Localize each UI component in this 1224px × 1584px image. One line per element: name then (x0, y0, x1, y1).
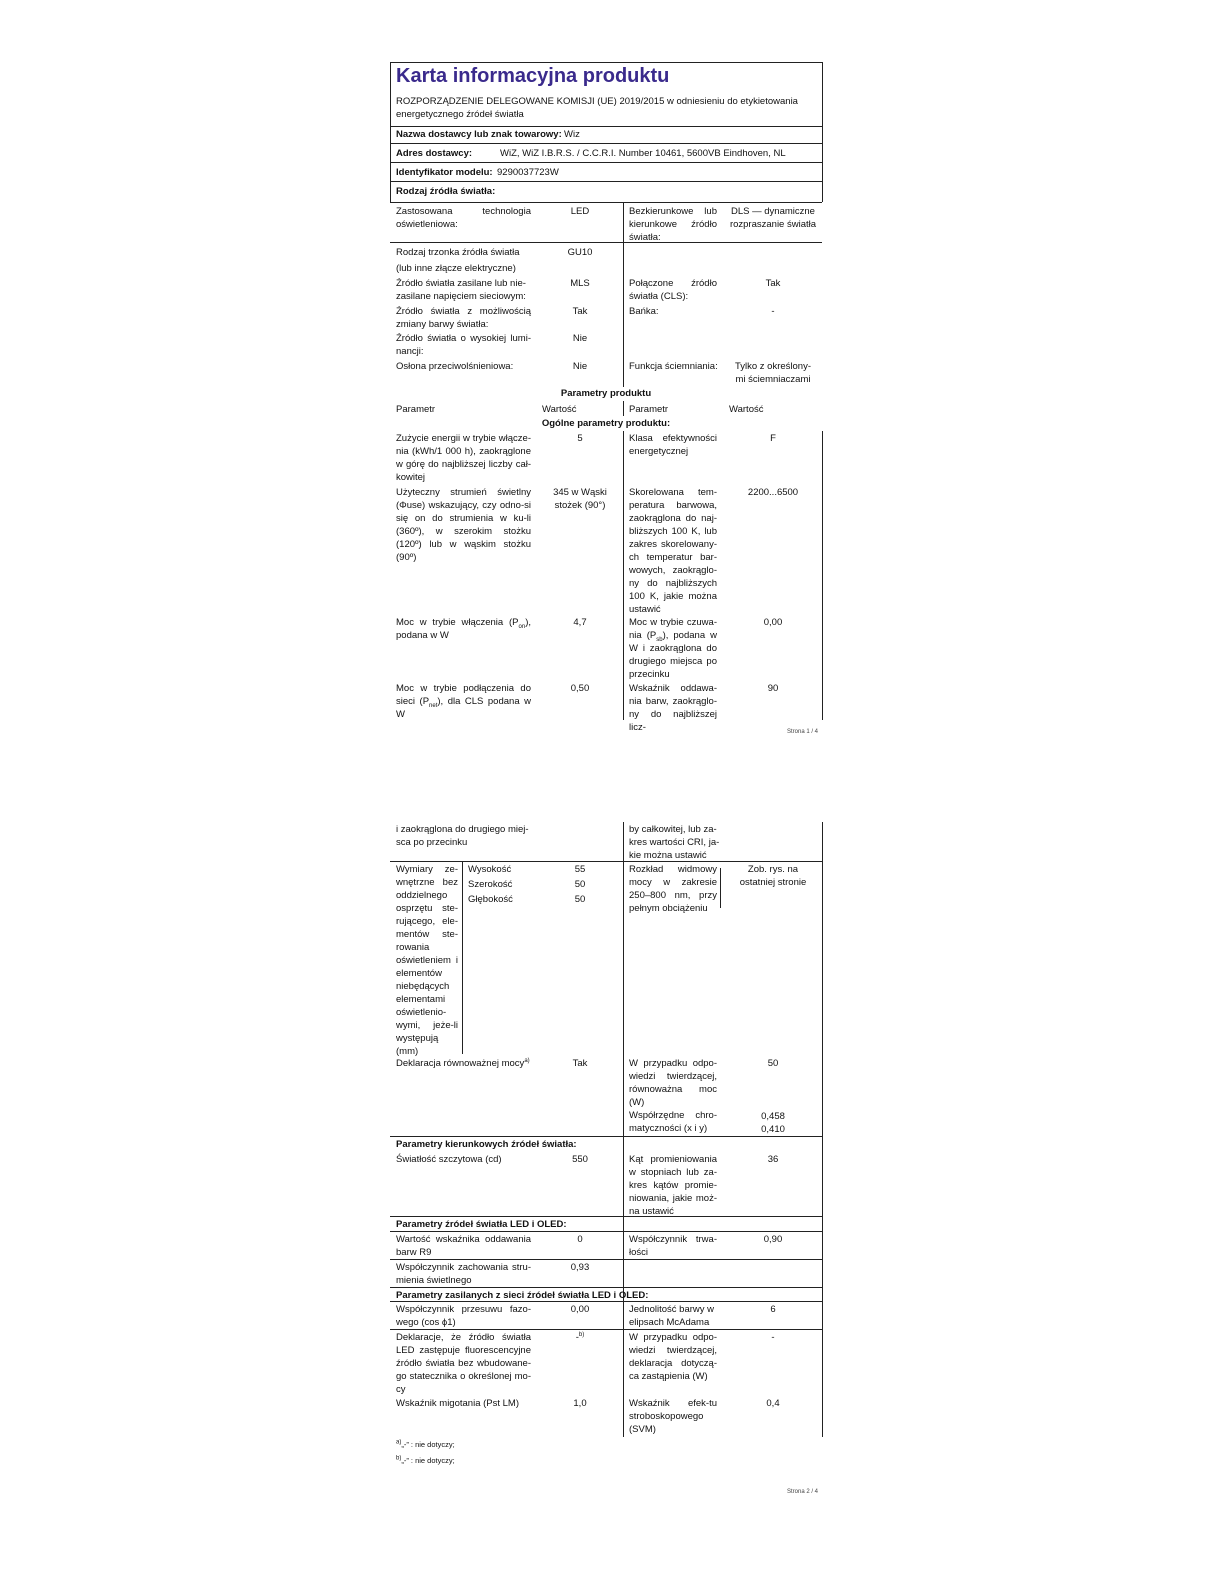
divider (390, 181, 822, 182)
column-divider (462, 861, 463, 1054)
equivalent-power-watts-label: W przypadku odpo-wiedzi twierdzącej, równoważna moc (W) (629, 1058, 717, 1108)
divider (390, 1287, 822, 1288)
divider (390, 1136, 822, 1137)
cls-value: Tak (765, 278, 781, 289)
equivalent-power-claim-value: Tak (572, 1058, 588, 1069)
chromaticity-label: Współrzędne chro-matyczności (x i y) (629, 1110, 717, 1134)
envelope-value: - (771, 306, 775, 317)
width-label: Szerokość (468, 879, 513, 890)
column-header-value: Wartość (542, 404, 577, 415)
column-header-param: Parametr (629, 404, 669, 415)
column-divider (720, 868, 721, 908)
fluorescent-replacement-label: Deklaracje, że źródło światła LED zastępuje fluorescencyjne źródło światła bez wbudowane-go statecznika o określonej mo-cy (396, 1332, 531, 1395)
light-source-type-heading: Rodzaj źródła światła: (396, 186, 496, 197)
survival-factor-value: 0,90 (763, 1234, 783, 1245)
networked-standby-value: 0,50 (570, 683, 590, 694)
dimmable-value: Tylko z określony-mi ściemniaczami (734, 361, 812, 385)
depth-label: Głębokość (468, 894, 513, 905)
cls-label: Połączone źródło światła (CLS): (629, 278, 717, 302)
column-header-param: Parametr (396, 404, 436, 415)
frame-right (822, 62, 823, 202)
on-mode-power-value: 4,7 (573, 617, 587, 628)
standby-power-label: Moc w trybie czuwa-nia $(P_{sb})$, podana w W i zaokrąglona do drugiego miejsca po przecinku (629, 617, 717, 680)
cri-value: 90 (767, 683, 779, 694)
divider (390, 202, 822, 203)
width-value: 50 (574, 879, 586, 890)
spectral-distribution-label: Rozkład widmowy mocy w zakresie 250–800 nm, przy pełnym obciążeniu (629, 864, 717, 914)
efficiency-class-label: Klasa efektywności energetycznej (629, 433, 717, 457)
high-luminance-label: Źródło światła o wysokiej lumi-nancji: (396, 333, 531, 357)
survival-factor-label: Współczynnik trwa-łości (629, 1234, 717, 1258)
continued-left-text: i zaokrąglona do drugiego miej-sca po przecinku (396, 824, 529, 848)
mains-led-params-heading: Parametry zasilanych z sieci źródeł światła LED i OLED: (396, 1290, 649, 1301)
divider (390, 126, 822, 127)
column-divider (623, 202, 624, 242)
r9-label: Wartość wskaźnika oddawania barw R9 (396, 1234, 531, 1258)
useful-flux-label: Użyteczny strumień świetlny (Φuse) wskazujący, czy odno-si się on do strumienia w ku-li (360º), w szerokim stożku (120º) lub w wąskim stożku (90º) (396, 487, 531, 563)
column-divider (623, 401, 624, 416)
technology-label: Zastosowana technologia oświetleniowa: (396, 206, 531, 230)
divider (390, 1329, 822, 1330)
stroboscopic-effect-value: 0,4 (766, 1398, 780, 1409)
column-divider (623, 822, 624, 1437)
equivalent-power-label: Deklaracja równoważnej mocy$^{a)}$ (396, 1057, 530, 1069)
supplier-value: Wiz (564, 129, 580, 140)
dimensions-label: Wymiary ze-wnętrzne bez oddzielnego osprzętu ste-rującego, ele-mentów ste-rowania oświetleniem i elementów niebędących elementami oświetlenio-wymi, jeże-li występują (mm) (396, 864, 458, 1057)
lumen-maintenance-label: Współczynnik zachowania stru-mienia świetlnego (396, 1262, 531, 1286)
general-params-heading: Ogólne parametry produktu: (541, 418, 671, 429)
column-header-value: Wartość (729, 404, 764, 415)
chromaticity-x-value: 0,458 (761, 1111, 785, 1122)
footnote-b: $^{b)}$„-” : nie dotyczy; (396, 1455, 455, 1465)
networked-standby-label: Moc w trybie podłączenia do sieci $(P_{net})$, dla CLS podana w W (396, 683, 531, 720)
r9-value: 0 (577, 1234, 583, 1245)
frame-right (822, 431, 823, 720)
supplier-label: Nazwa dostawcy lub znak towarowy: (396, 129, 562, 140)
page-number: Strona 1 / 4 (787, 729, 819, 735)
stroboscopic-effect-label: Wskaźnik efek-tu stroboskopowego (SVM) (629, 1398, 717, 1435)
divider (390, 1216, 822, 1217)
divider (390, 162, 822, 163)
product-params-heading: Parametry produktu (560, 388, 652, 399)
address-value: WiZ, WiZ I.B.R.S. / C.C.R.I. Number 10461, 5600VB Eindhoven, NL (500, 148, 786, 159)
technology-value: LED (570, 206, 590, 217)
cri-label: Wskaźnik oddawa-nia barw, zaokrąglo-ny do najbliższej licz- (629, 683, 717, 733)
phase-factor-value: 0,00 (570, 1304, 590, 1315)
led-params-heading: Parametry źródeł światła LED i OLED: (396, 1219, 567, 1230)
height-value: 55 (574, 864, 586, 875)
mains-label: Źródło światła zasilane lub nie-zasilane napięciem sieciowym: (396, 278, 526, 302)
colour-consistency-label: Jednolitość barwy w elipsach McAdama (629, 1304, 715, 1328)
column-divider (623, 431, 624, 720)
lumen-maintenance-value: 0,93 (570, 1262, 590, 1273)
divider (390, 861, 822, 862)
directional-type-label: Bezkierunkowe lub kierunkowe źródło światła: (629, 206, 717, 243)
colour-tunable-value: Tak (572, 306, 588, 317)
cap-type-value: GU10 (567, 247, 593, 258)
directional-type-value: DLS — dynamiczne rozpraszanie światła (729, 206, 817, 230)
equivalent-power-watts-value: 50 (767, 1058, 779, 1069)
peak-intensity-label: Światłość szczytowa (cd) (396, 1154, 502, 1165)
column-divider (623, 242, 624, 387)
dimmable-label: Funkcja ściemniania: (629, 361, 718, 372)
page-number: Strona 2 / 4 (787, 1489, 819, 1495)
divider (390, 1301, 822, 1302)
cap-type-label-line2: (lub inne złącze elektryczne) (396, 263, 516, 274)
regulation-text: ROZPORZĄDZENIE DELEGOWANE KOMISJI (UE) 2019/2015 w odniesieniu do etykietowania energetycznego źródeł światła (396, 96, 798, 120)
anti-glare-label: Osłona przeciwolśnieniowa: (396, 361, 514, 372)
replacement-claim-value: - (771, 1332, 775, 1343)
beam-angle-value: 36 (767, 1154, 779, 1165)
model-label: Identyfikator modelu: (396, 167, 493, 178)
flicker-metric-label: Wskaźnik migotania (Pst LM) (396, 1398, 520, 1409)
colour-consistency-value: 6 (770, 1304, 776, 1315)
continued-right-text: by całkowitej, lub za-kres wartości CRI, ja-kie można ustawić (629, 824, 720, 861)
beam-angle-label: Kąt promieniowania w stopniach lub za-kres kątów promie-niowania, jakie moż-na ustawić (629, 1154, 717, 1217)
divider (390, 1259, 822, 1260)
standby-power-value: 0,00 (763, 617, 783, 628)
chromaticity-y-value: 0,410 (761, 1124, 785, 1135)
peak-intensity-value: 550 (572, 1154, 588, 1165)
address-label: Adres dostawcy: (396, 148, 473, 159)
cct-label: Skorelowana tem-peratura barwowa, zaokrąglona do naj-bliższych 100 K, lub zakres skorelowany-ch temperatur bar-wowych, zaokrąglo-ny do najbliższych 100 K, jakie można ustawić (629, 487, 717, 615)
mains-value: MLS (570, 278, 590, 289)
divider (390, 242, 822, 243)
footnote-a: $^{a)}$„-” : nie dotyczy; (396, 1439, 455, 1449)
on-mode-power-label: Moc w trybie włączenia $(P_{on})$, podana w W (396, 617, 531, 641)
cap-type-label: Rodzaj trzonka źródła światła (396, 247, 520, 258)
flicker-metric-value: 1,0 (573, 1398, 587, 1409)
model-value: 9290037723W (497, 167, 559, 178)
height-label: Wysokość (468, 864, 512, 875)
colour-tunable-label: Źródło światła z możliwością zmiany barwy światła: (396, 306, 531, 330)
frame-top (390, 62, 822, 63)
document-title: Karta informacyjna produktu (396, 65, 670, 87)
efficiency-class-value: F (770, 433, 776, 444)
depth-value: 50 (574, 894, 586, 905)
envelope-label: Bańka: (629, 306, 659, 317)
divider (390, 143, 822, 144)
high-luminance-value: Nie (572, 333, 588, 344)
energy-consumption-label: Zużycie energii w trybie włącze-nia (kWh/1 000 h), zaokrąglone w górę do najbliższej liczby cał-kowitej (396, 433, 531, 483)
directional-params-heading: Parametry kierunkowych źródeł światła: (396, 1139, 577, 1150)
energy-consumption-value: 5 (577, 433, 583, 444)
spectral-distribution-value: Zob. rys. na ostatniej stronie (739, 864, 807, 888)
cct-value: 2200...6500 (747, 487, 799, 498)
phase-factor-label: Współczynnik przesuwu fazo-wego (cos ϕ1) (396, 1304, 531, 1328)
fluorescent-replacement-value: -$^{b)}$ (575, 1331, 585, 1343)
frame-right (822, 822, 823, 1437)
anti-glare-value: Nie (572, 361, 588, 372)
replacement-claim-label: W przypadku odpo-wiedzi twierdzącej, deklaracja dotyczą-ca zastąpienia (W) (629, 1332, 717, 1382)
divider (390, 1231, 822, 1232)
useful-flux-value: 345 w Wąski stożek (90°) (553, 487, 607, 511)
